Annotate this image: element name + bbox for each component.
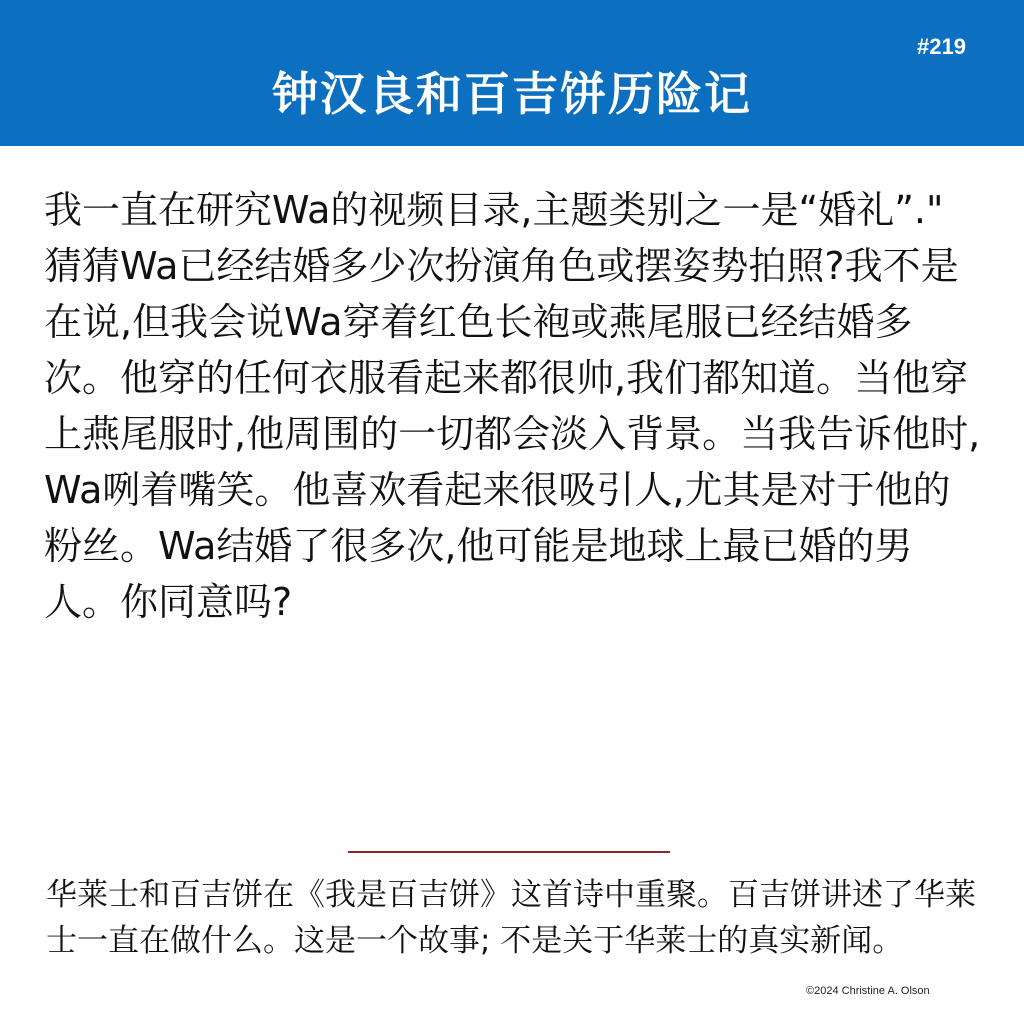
title-banner <box>0 0 1024 146</box>
story-text: 我一直在研究Wa的视频目录,主题类别之一是“婚礼”." 猜猜Wa已经结婚多少次扮演角色或摆姿势拍照?我不是在说,但我会说Wa穿着红色长袍或燕尾服已经结婚多次。他穿的任何衣服看起来都很帅,我们都知道。当他穿上燕尾服时,他周围的一切都会淡入背景。当我告诉他时,Wa咧着嘴笑。他喜欢看起来很吸引人,尤其是对于他的粉丝。Wa结婚了很多次,他可能是地球上最已婚的男人。你同意吗? <box>44 188 981 624</box>
section-divider <box>348 851 670 853</box>
copyright-notice: ©2024 Christine A. Olson <box>806 985 930 997</box>
episode-number: #219 <box>917 34 966 59</box>
page-title: 钟汉良和百吉饼历险记 <box>272 67 752 121</box>
footnote-text: 华莱士和百吉饼在《我是百吉饼》这首诗中重聚。百吉饼讲述了华莱士一直在做什么。这是一个故事; 不是关于华莱士的真实新闻。 <box>46 877 976 959</box>
